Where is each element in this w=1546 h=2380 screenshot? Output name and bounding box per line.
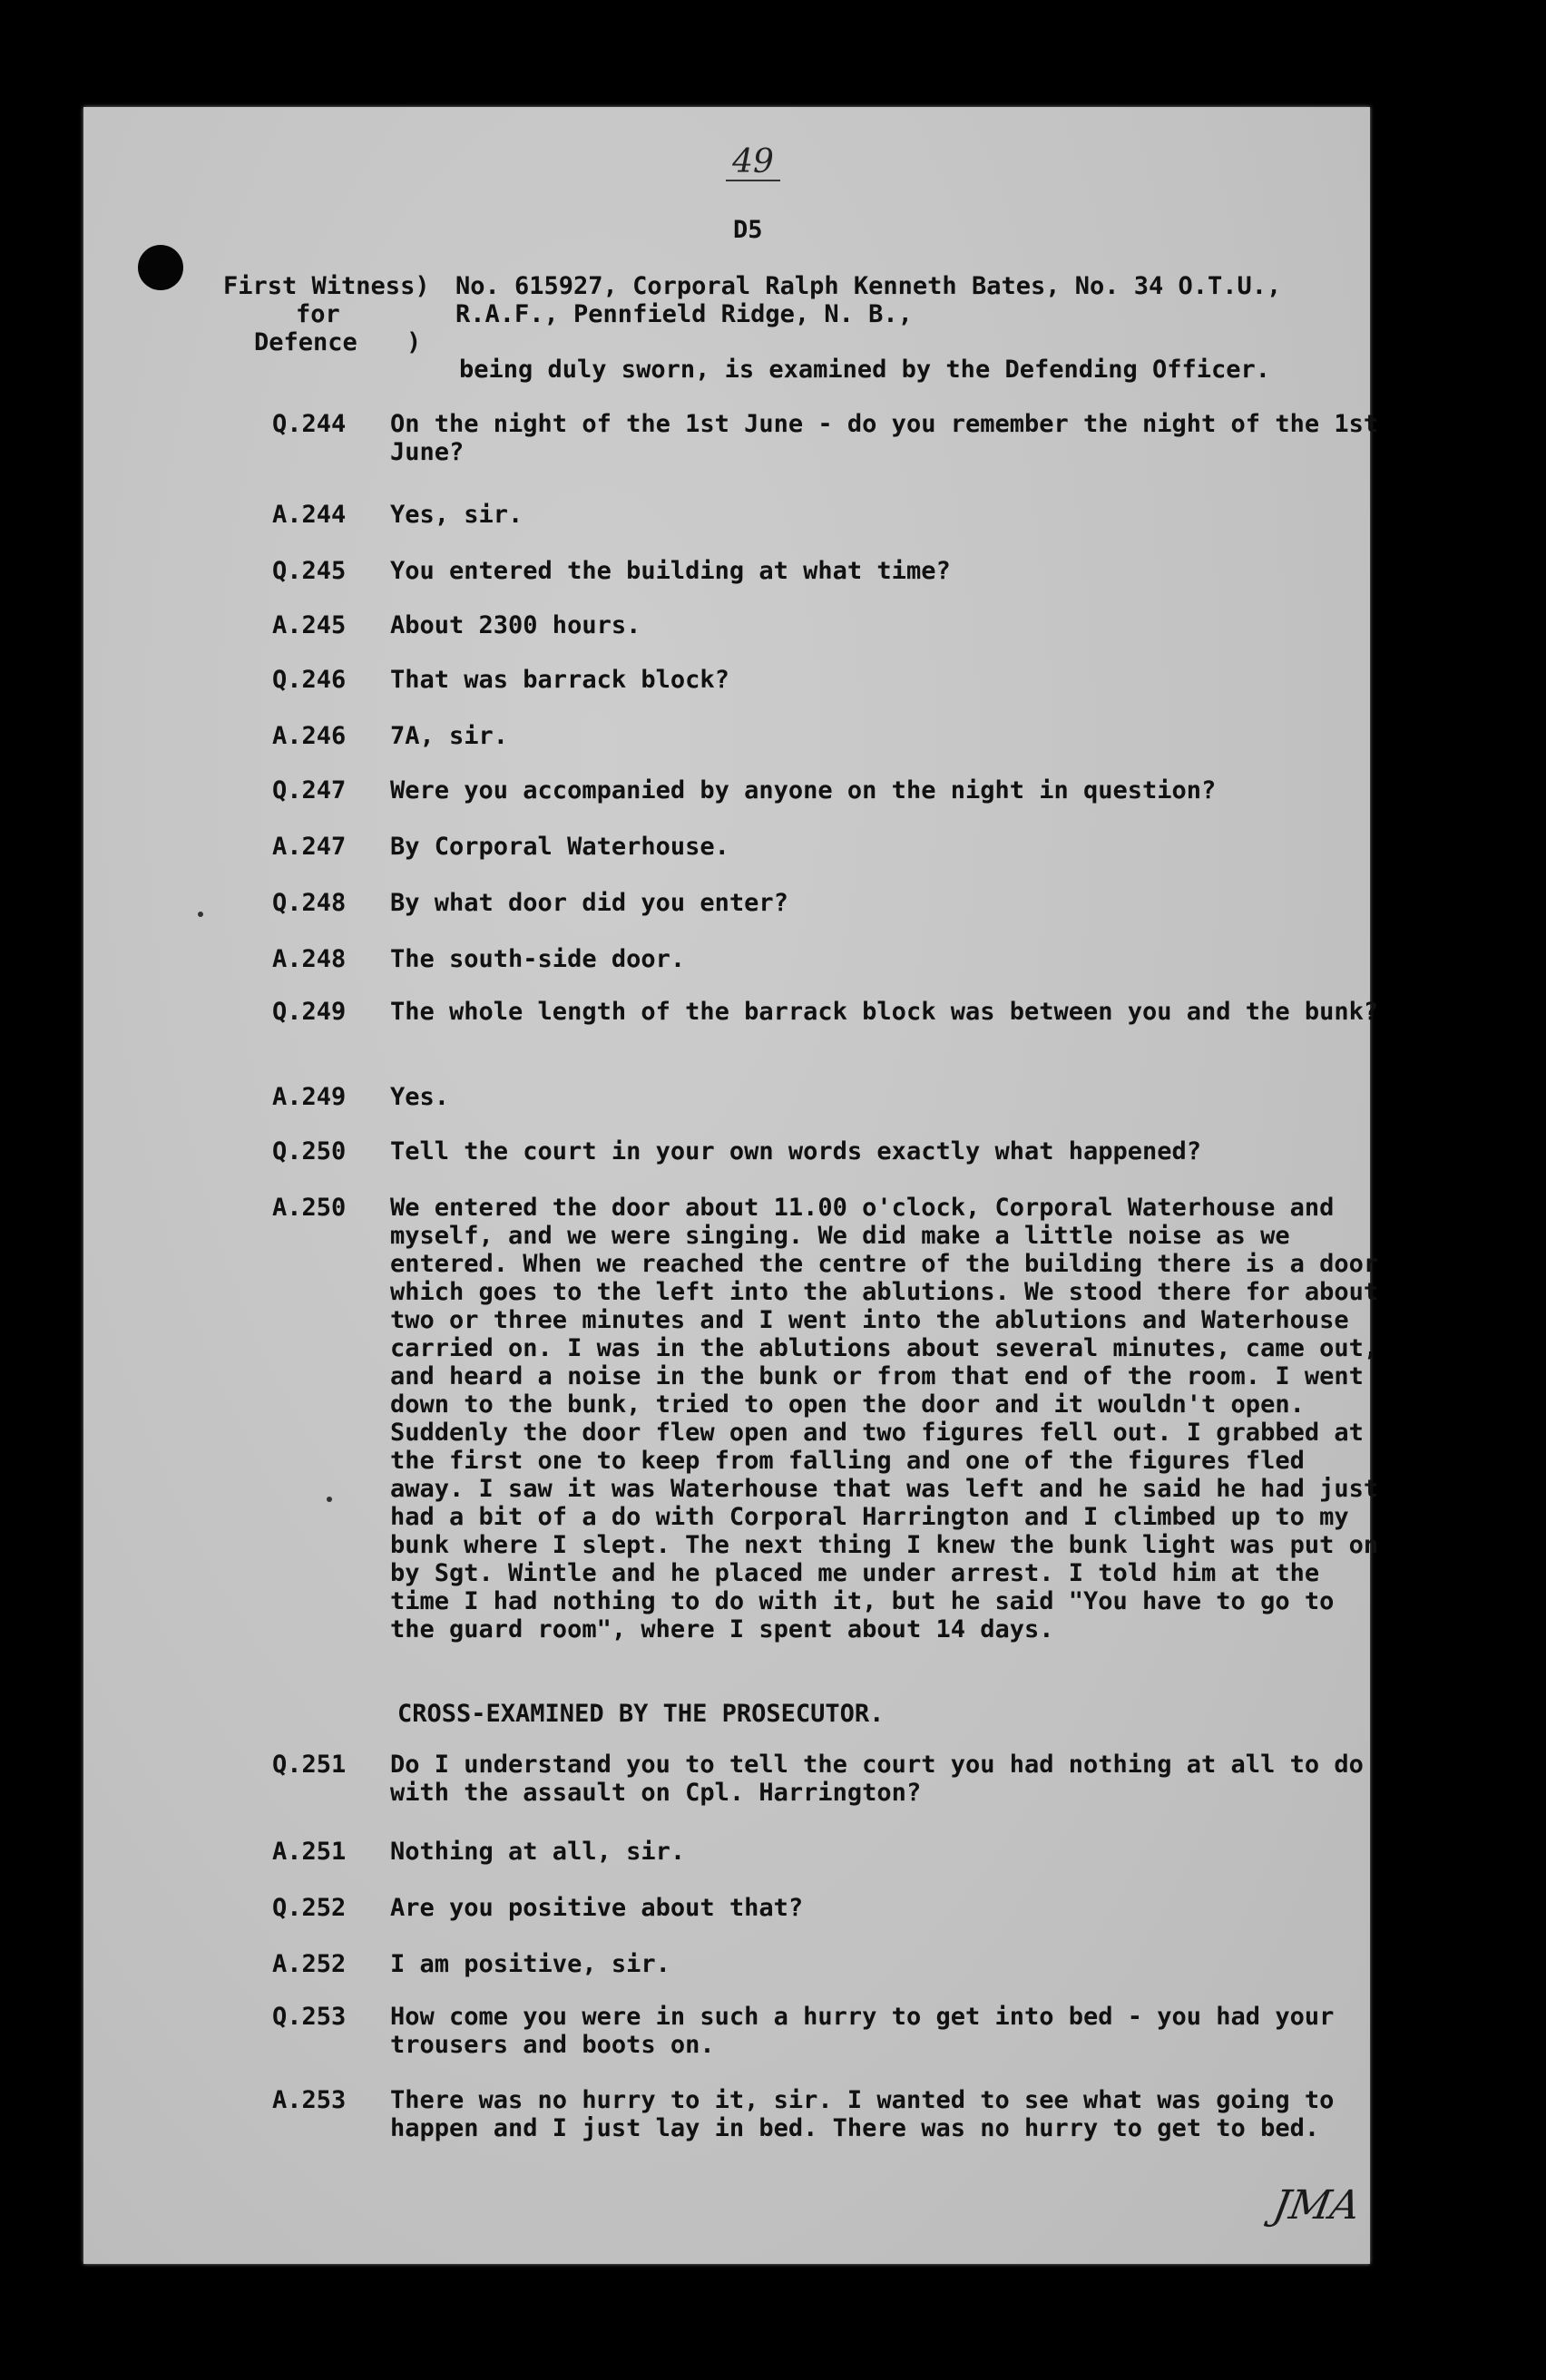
entry-label: A.251 — [272, 1838, 347, 1866]
entry-label: A.249 — [272, 1083, 347, 1111]
qa-entry — [272, 998, 1379, 1026]
qa-entry — [272, 557, 1379, 585]
entry-label: Q.244 — [272, 410, 347, 438]
entry-label: Q.251 — [272, 1751, 347, 1779]
qa-entry — [272, 1137, 1379, 1166]
document-reference: D5 — [733, 216, 763, 244]
qa-entry — [272, 2086, 1379, 2142]
entry-text: We entered the door about 11.00 o'clock, Corporal Waterhouse and myself, and we were singing. We did make a little noise as we entered. When we reached the centre of the building there is a door which goes to the left into the ablutions. We stood there for about two or three minutes and I went into the ablutions and Waterhouse carried on. I was in the ablutions about several minutes, came out, and heard a noise in the bunk or from that end of the room. I went down to the bunk, tried to open the door and it wouldn't open. Suddenly the door flew open and two figures fell out. I grabbed at the first one to keep from falling and one of the figures fled away. I saw it was Waterhouse that was left and he said he had just had a bit of a do with Corporal Harrington and I climbed up to my bunk where I slept. The next thing I knew the bunk light was put on by Sgt. Wintle and he placed me under arrest. I told him at the time I had nothing to do with it, but he said "You have to go to the guard room", where I spent about 14 days. — [390, 1194, 1379, 1644]
entry-text: Nothing at all, sir. — [390, 1838, 686, 1866]
handwritten-initials: JMA — [1269, 2182, 1364, 2229]
entry-label: A.250 — [272, 1194, 347, 1222]
qa-entry — [272, 2003, 1379, 2059]
page-number: 49 — [726, 145, 780, 181]
entry-label: A.245 — [272, 611, 347, 639]
entry-text: How come you were in such a hurry to get into bed - you had your trousers and boots on. — [390, 2003, 1335, 2059]
qa-entry — [272, 833, 1379, 861]
qa-entry — [272, 945, 1379, 973]
entry-label: Q.249 — [272, 998, 347, 1026]
qa-entry — [272, 1838, 1379, 1866]
qa-entry — [272, 501, 1379, 529]
entry-label: Q.246 — [272, 666, 347, 694]
qa-entry — [272, 666, 1379, 694]
entry-text: That was barrack block? — [390, 666, 729, 694]
witness-identification: No. 615927, Corporal Ralph Kenneth Bates, No. 34 O.T.U., R.A.F., Pennfield Ridge, N. B., — [455, 272, 1282, 328]
qa-entry — [272, 1083, 1379, 1111]
qa-entry — [272, 776, 1379, 805]
qa-entry — [272, 1751, 1379, 1807]
entry-label: Q.248 — [272, 889, 347, 917]
witness-bracket: ) — [406, 328, 422, 356]
entry-text: Yes. — [390, 1083, 450, 1111]
entry-label: A.253 — [272, 2086, 347, 2114]
entry-text: About 2300 hours. — [390, 611, 641, 639]
qa-entry — [272, 410, 1379, 466]
entry-label: A.246 — [272, 722, 347, 750]
qa-entry — [272, 1950, 1379, 1978]
entry-label: A.247 — [272, 833, 347, 861]
speck — [198, 912, 203, 917]
entry-text: The south-side door. — [390, 945, 686, 973]
entry-text: There was no hurry to it, sir. I wanted to see what was going to happen and I just lay in bed. There was no hurry to get to bed. — [390, 2086, 1335, 2142]
sworn-statement: being duly sworn, is examined by the Defending Officer. — [459, 356, 1271, 384]
entry-text: By what door did you enter? — [390, 889, 788, 917]
entry-label: Q.252 — [272, 1894, 347, 1922]
entry-text: By Corporal Waterhouse. — [390, 833, 729, 861]
witness-label — [223, 272, 432, 356]
qa-entry — [272, 722, 1379, 750]
witness-label-line: First Witness) — [223, 272, 430, 300]
entry-text: On the night of the 1st June - do you remember the night of the 1st June? — [390, 410, 1379, 466]
entry-label: Q.250 — [272, 1137, 347, 1166]
entry-label: Q.245 — [272, 557, 347, 585]
entry-text: 7A, sir. — [390, 722, 509, 750]
entry-label: Q.253 — [272, 2003, 347, 2031]
entry-text: Yes, sir. — [390, 501, 523, 529]
qa-entry — [272, 1894, 1379, 1922]
entry-label: A.252 — [272, 1950, 347, 1978]
witness-label-line: for — [296, 300, 340, 328]
entry-label: A.244 — [272, 501, 347, 529]
entry-label: Q.247 — [272, 776, 347, 805]
witness-label-line: Defence — [254, 328, 357, 356]
punch-hole — [138, 245, 183, 290]
entry-text: I am positive, sir. — [390, 1950, 670, 1978]
cross-examination-heading: CROSS-EXAMINED BY THE PROSECUTOR. — [397, 1700, 885, 1728]
qa-entry — [272, 889, 1379, 917]
qa-entry — [272, 1194, 1379, 1644]
entry-text: Are you positive about that? — [390, 1894, 804, 1922]
entry-text: You entered the building at what time? — [390, 557, 951, 585]
qa-entry — [272, 611, 1379, 639]
entry-text: The whole length of the barrack block was between you and the bunk? — [390, 998, 1379, 1026]
entry-text: Do I understand you to tell the court you had nothing at all to do with the assault on Cpl. Harrington? — [390, 1751, 1364, 1807]
entry-text: Tell the court in your own words exactly what happened? — [390, 1137, 1202, 1166]
entry-label: A.248 — [272, 945, 347, 973]
entry-text: Were you accompanied by anyone on the night in question? — [390, 776, 1217, 805]
